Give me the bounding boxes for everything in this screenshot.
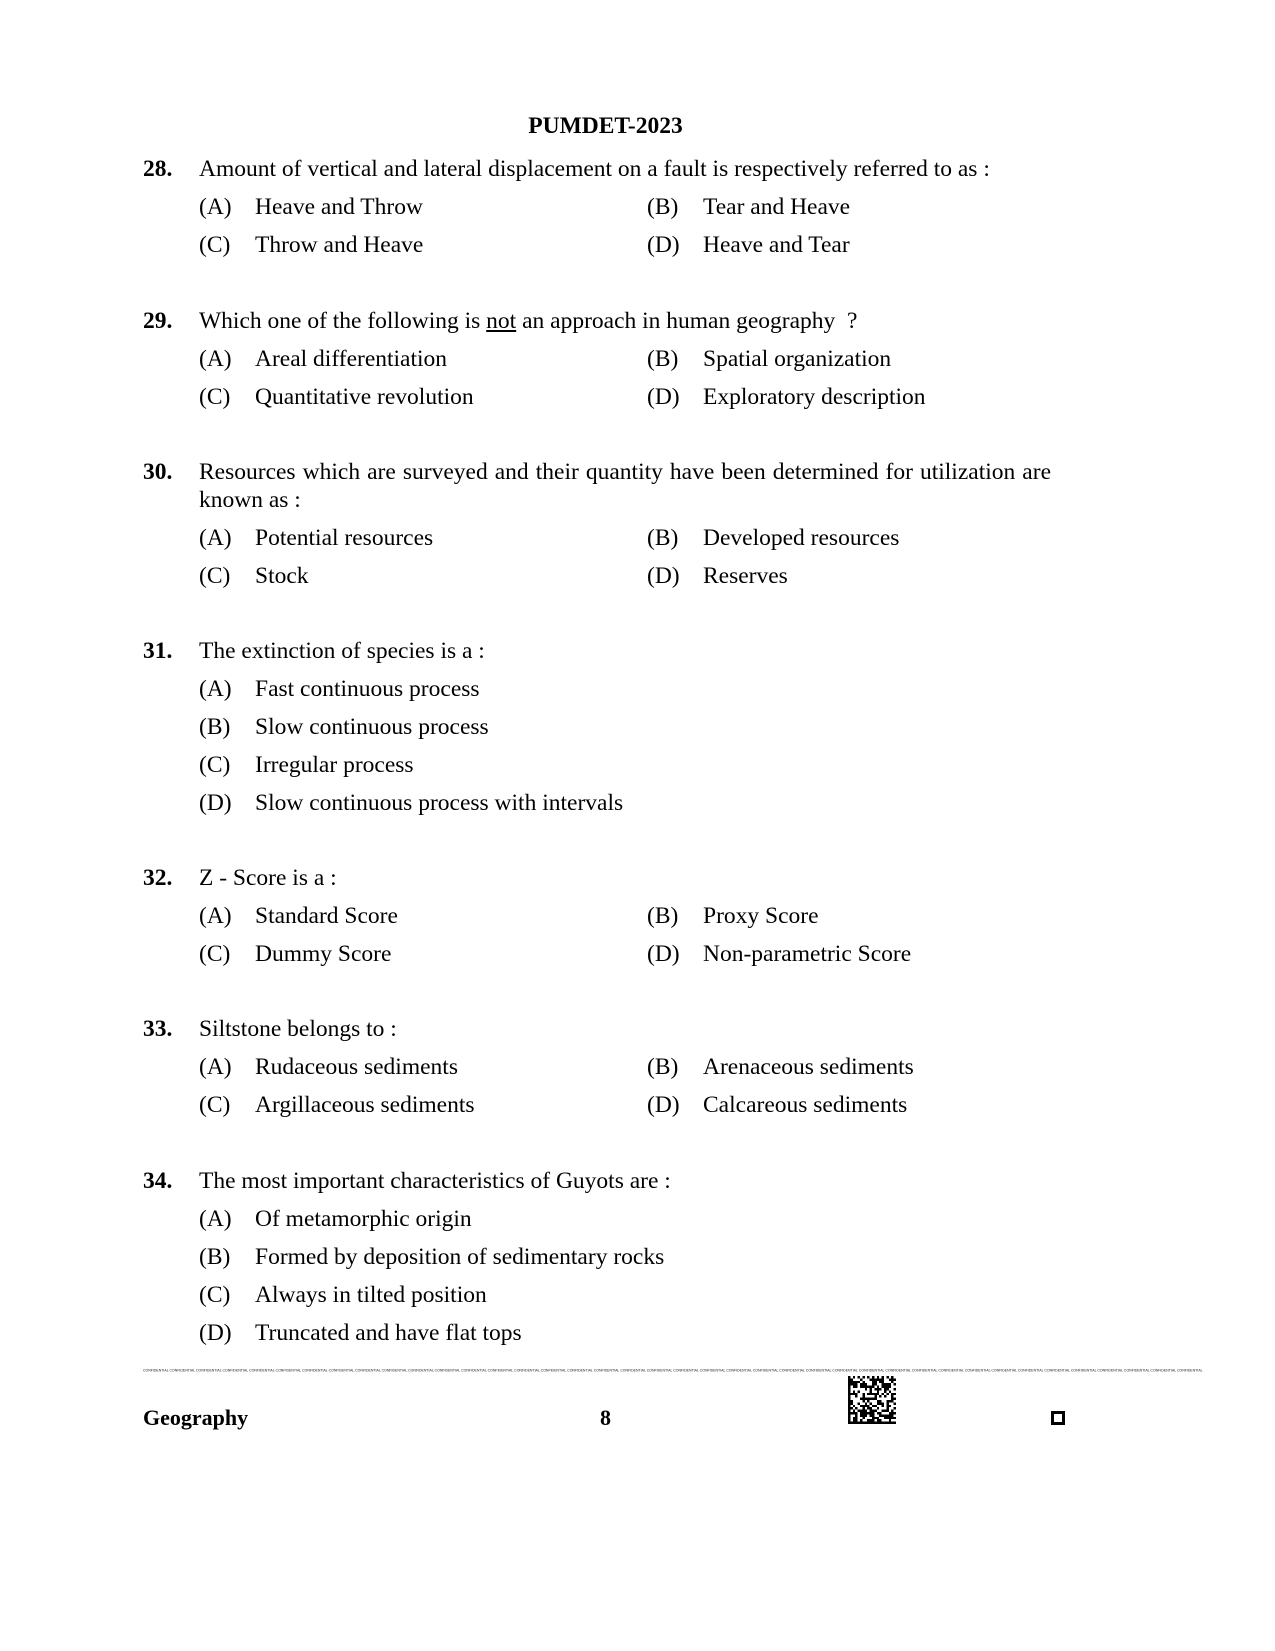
- option-label: (B): [647, 903, 679, 929]
- option-label: (C): [199, 1092, 231, 1118]
- option-label: (D): [647, 1092, 680, 1118]
- option-text: Heave and Throw: [255, 194, 423, 220]
- option-text: Stock: [255, 563, 309, 589]
- question-number: 34.: [143, 1168, 173, 1194]
- option-d: [647, 935, 1047, 973]
- corner-square-icon: [1051, 1411, 1065, 1425]
- stem-underlined-word: not: [486, 308, 517, 334]
- option-label: (A): [199, 1206, 232, 1232]
- option-label: (A): [199, 194, 232, 220]
- option-text: Argillaceous sediments: [255, 1092, 475, 1118]
- option-text: Formed by deposition of sedimentary rocks: [255, 1244, 665, 1270]
- question-number: 28.: [143, 156, 173, 182]
- question-number: 29.: [143, 308, 173, 334]
- option-label: (B): [647, 525, 679, 551]
- option-text: Proxy Score: [703, 903, 819, 929]
- option-label: (D): [647, 563, 680, 589]
- option-c: [199, 226, 647, 264]
- option-label: (D): [199, 1320, 232, 1346]
- option-label: (C): [199, 232, 231, 258]
- option-a: [199, 340, 647, 378]
- question-number: 30.: [143, 459, 173, 485]
- option-text: Quantitative revolution: [255, 384, 474, 410]
- option-d: [647, 1086, 1047, 1124]
- option-b: [199, 1238, 1047, 1276]
- question-stem: Amount of vertical and lateral displacement on a fault is respectively referred to as :: [199, 156, 990, 182]
- option-text: Always in tilted position: [255, 1282, 487, 1308]
- option-text: Developed resources: [703, 525, 900, 551]
- option-d: [647, 378, 1047, 416]
- question-31: [143, 637, 1068, 822]
- option-text: Truncated and have flat tops: [255, 1320, 522, 1346]
- option-d: [647, 226, 1047, 264]
- question-32: [143, 864, 1068, 973]
- question-stem: Resources which are surveyed and their quantity have been determined for utilization are known as :: [199, 459, 1051, 513]
- option-c: [199, 746, 1047, 784]
- question-stem: The most important characteristics of Guyots are :: [199, 1168, 671, 1194]
- option-label: (D): [647, 232, 680, 258]
- option-text: Of metamorphic origin: [255, 1206, 472, 1232]
- option-label: (D): [199, 790, 232, 816]
- option-c: [199, 378, 647, 416]
- option-label: (B): [199, 714, 231, 740]
- option-label: (D): [647, 384, 680, 410]
- option-a: [199, 188, 647, 226]
- page-title: PUMDET-2023: [528, 113, 683, 139]
- option-b: [647, 340, 1047, 378]
- option-text: Spatial organization: [703, 346, 892, 372]
- options-list: [199, 897, 1068, 973]
- options-list: [199, 188, 1068, 264]
- footer-subject: Geography: [143, 1405, 249, 1430]
- option-b: [647, 1048, 1047, 1086]
- option-text: Calcareous sediments: [703, 1092, 908, 1118]
- stem-prefix: Which one of the following is: [199, 308, 487, 334]
- option-label: (C): [199, 563, 231, 589]
- option-a: [199, 1200, 1047, 1238]
- option-label: (C): [199, 752, 231, 778]
- option-a: [199, 519, 647, 557]
- option-text: Irregular process: [255, 752, 414, 778]
- option-text: Rudaceous sediments: [255, 1054, 458, 1080]
- question-number: 32.: [143, 865, 173, 891]
- options-list: [199, 519, 1068, 595]
- option-label: (A): [199, 903, 232, 929]
- option-text: Arenaceous sediments: [703, 1054, 914, 1080]
- options-list: [199, 670, 1068, 822]
- option-text: Standard Score: [255, 903, 398, 929]
- confidential-microtext: CONFIDENTIAL CONFIDENTIAL CONFIDENTIAL CONFIDENTIAL CONFIDENTIAL CONFIDENTIAL CONFIDENTIAL CONFIDENTIAL CONFIDENTIAL CONFIDENTIAL CONFIDENTIAL CONFIDENTIAL CONFIDENTIAL CONFIDENTIAL CONFIDENTIAL CONFIDENTIAL CONFIDENTIAL CONFIDENTIAL CONFIDENTIAL CONFIDENTIAL CONFIDENTIAL CONFIDENTIAL CONFIDENTIAL CONFIDENTIAL CONFIDENTIAL CONFIDENTIAL CONFIDENTIAL CONFIDENTIAL CONFIDENTIAL CONFIDENTIAL CONFIDENTIAL CONFIDENTIAL CONFIDENTIAL CONFIDENTIAL CONFIDENTIAL CONFIDENTIAL CONFIDENTIAL CONFIDENTIAL CONFIDENTIAL CONFIDENTIAL: [143, 1369, 1203, 1373]
- option-label: (C): [199, 384, 231, 410]
- option-text: Heave and Tear: [703, 232, 850, 258]
- question-number: 31.: [143, 638, 173, 664]
- option-label: (D): [647, 941, 680, 967]
- question-33: [143, 1015, 1068, 1124]
- option-text: Slow continuous process with intervals: [255, 790, 624, 816]
- option-label: (A): [199, 1054, 232, 1080]
- question-34: [143, 1167, 1068, 1352]
- option-text: Fast continuous process: [255, 676, 480, 702]
- option-label: (B): [647, 1054, 679, 1080]
- question-30: [143, 458, 1068, 595]
- option-c: [199, 1276, 1047, 1314]
- option-label: (A): [199, 525, 232, 551]
- option-a: [199, 897, 647, 935]
- option-text: Potential resources: [255, 525, 434, 551]
- stem-suffix: an approach in human geography ?: [516, 308, 858, 334]
- option-c: [199, 935, 647, 973]
- option-c: [199, 1086, 647, 1124]
- option-a: [199, 670, 1047, 708]
- page-number: 8: [600, 1405, 611, 1430]
- question-stem: The extinction of species is a :: [199, 638, 485, 664]
- option-d: [199, 784, 1047, 822]
- option-d: [647, 557, 1047, 595]
- question-number: 33.: [143, 1016, 173, 1042]
- option-label: (C): [199, 941, 231, 967]
- option-text: Dummy Score: [255, 941, 392, 967]
- option-text: Non-parametric Score: [703, 941, 912, 967]
- option-text: Throw and Heave: [255, 232, 424, 258]
- option-label: (A): [199, 346, 232, 372]
- question-stem: Z - Score is a :: [199, 865, 337, 891]
- option-b: [647, 188, 1047, 226]
- question-29: [143, 307, 1068, 416]
- option-text: Reserves: [703, 563, 788, 589]
- option-label: (B): [647, 346, 679, 372]
- options-list: [199, 1200, 1068, 1352]
- confidential-rule: [143, 1369, 1203, 1374]
- question-28: [143, 155, 1068, 264]
- option-text: Tear and Heave: [703, 194, 851, 220]
- option-text: Areal differentiation: [255, 346, 448, 372]
- option-text: Slow continuous process: [255, 714, 489, 740]
- options-list: [199, 1048, 1068, 1124]
- options-list: [199, 340, 1068, 416]
- option-a: [199, 1048, 647, 1086]
- option-b: [647, 897, 1047, 935]
- option-label: (C): [199, 1282, 231, 1308]
- question-stem: [199, 307, 1051, 335]
- option-b: [647, 519, 1047, 557]
- option-label: (A): [199, 676, 232, 702]
- option-text: Exploratory description: [703, 384, 926, 410]
- option-label: (B): [647, 194, 679, 220]
- option-c: [199, 557, 647, 595]
- question-stem: Siltstone belongs to :: [199, 1016, 397, 1042]
- option-d: [199, 1314, 1047, 1352]
- option-label: (B): [199, 1244, 231, 1270]
- option-b: [199, 708, 1047, 746]
